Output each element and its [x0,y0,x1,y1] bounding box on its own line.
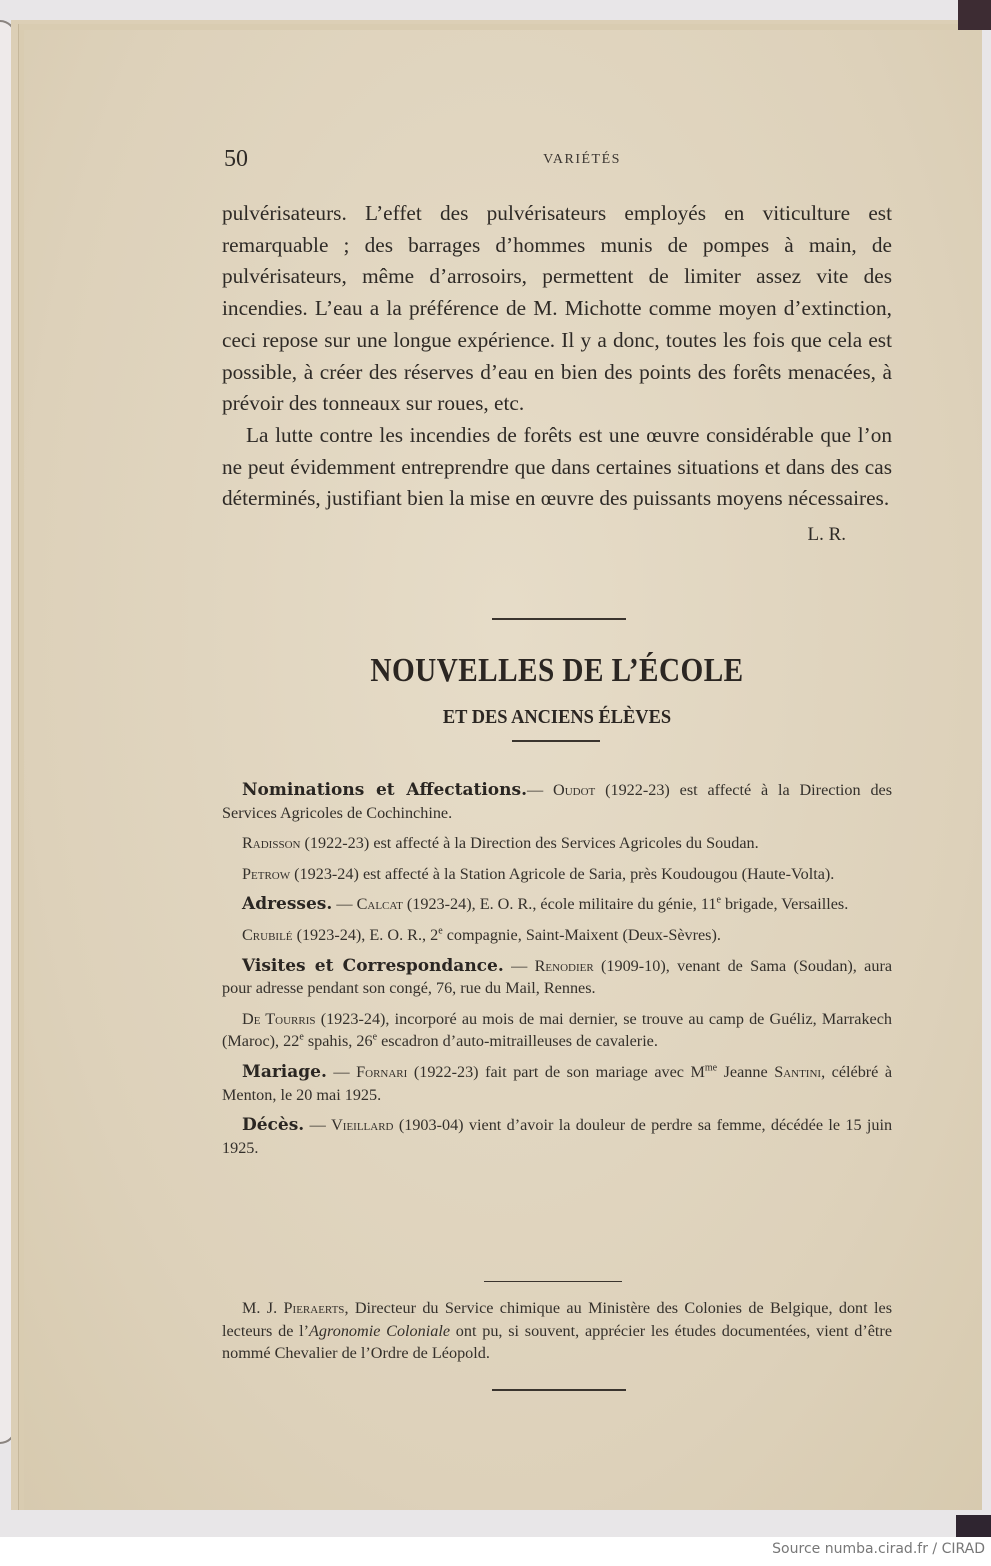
news-adresses-crubile: Crubilé (1923-24), E. O. R., 2e compagnie, Saint-Maixent (Deux-Sèvres). [242,925,721,944]
section-title: NOUVELLES DE L’ÉCOLE [370,652,744,689]
news-mariage: Mariage. — Fornari (1922-23) fait part de son mariage avec $M^{me}$ Jeanne Santini, célébré à Menton, le 20 mai 1925. [222,1061,893,1104]
article-paragraph: La lutte contre les incendies de forêts est une œuvre considérable que l’on ne peut évidemment entreprendre que dans certaines situations et dans des cas déterminés, justifiant bien la mise en œuvre des puissants moyens nécessaires. [222,422,892,511]
closing-note [222,1297,892,1365]
person-name: Fornari [356,1062,408,1081]
news-heading: Mariage. [242,1061,327,1082]
news-heading: Décès. [242,1115,305,1136]
person-name: De Tourris [242,1009,316,1028]
article-signature: L. R. [807,524,846,546]
news-nominations-radisson: Radisson (1922-23) est affecté à la Direction des Services Agricoles du Soudan. [242,834,759,853]
news-deces: Décès. — Vieillard (1903-04) vient d’avoir la douleur de perdre sa femme, décédée le 15 juin 1925. [222,1115,893,1157]
person-name: Renodier [534,956,594,975]
article-paragraph: pulvérisateurs. L’effet des pulvérisateurs employés en viticulture est remarquable ; des barrages d’hommes munis de pompes à main, de pulvérisateurs, même d’arrosoirs, permettent de limiter assez vite des incendies. L’eau a la préférence de M. Michotte comme moyen d’extinction, ceci repose sur une longue expérience. Il y a donc, toutes les fois que cela est possible, à créer des réserves d’eau en bien des points des forêts menacées, à prévoir des tonneaux sur roues, etc. [222,201,892,416]
running-title: VARIÉTÉS [543,152,621,167]
section-subtitle: ET DES ANCIENS ÉLÈVES [442,706,672,728]
page-number: 50 [224,146,248,172]
source-credit: Source numba.cirad.fr / CIRAD [772,1541,985,1557]
article-end [222,198,892,551]
person-name: Crubilé [242,925,293,944]
right-edge-dark [958,0,991,30]
person-name: Vieillard [331,1116,394,1135]
journal-title: Agronomie Coloniale [309,1321,450,1340]
news-heading: Visites et Correspondance. [242,955,504,976]
heading-rule [512,740,600,742]
right-edge-dark-bottom [956,1515,991,1537]
person-name: Santini [774,1062,822,1081]
running-head [222,146,892,176]
end-rule [492,1389,626,1391]
person-name: Pieraerts [283,1299,345,1317]
news-adresses-calcat: Adresses. — Calcat (1923-24), E. O. R., école militaire du génie, 11e brigade, Versailles. [242,894,849,915]
news-visites-renodier: Visites et Correspondance. — Renodier (1909-10), venant de Sama (Soudan), aura pour adresse pendant son congé, 76, rue du Mail, Rennes. [222,955,893,998]
person-name: Oudot [553,781,596,799]
news-visites-detourris: De Tourris (1923-24), incorporé au mois de mai dernier, se trouve au camp de Guéliz, Marrakech (Maroc), 22e spahis, 26e escadron d’auto-mitrailleuses de cavalerie. [222,1009,892,1051]
person-name: Petrow [242,864,291,883]
person-name: Radisson [242,834,301,853]
person-name: Calcat [356,895,403,914]
note-paragraph: M. J. Pieraerts, Directeur du Service chimique au Ministère des Colonies de Belgique, dont les lecteurs de l’Agronomie Coloniale ont pu, si souvent, apprécier les études documentées, vient d’être nommé Chevalier de l’Ordre de Léopold. [222,1299,892,1363]
news-nominations-oudot: Nominations et Affectations.— Oudot (1922-23) est affecté à la Direction des Services Agricoles de Cochinchine. [222,780,893,822]
news-nominations-petrow: Petrow (1923-24) est affecté à la Station Agricole de Saria, près Koudougou (Haute-Volta). [242,864,835,883]
news-heading: Nominations et Affectations. [242,780,527,800]
separator-rule [484,1281,622,1282]
news-section [222,779,892,1167]
separator-rule [492,618,626,620]
news-heading: Adresses. [242,894,333,915]
